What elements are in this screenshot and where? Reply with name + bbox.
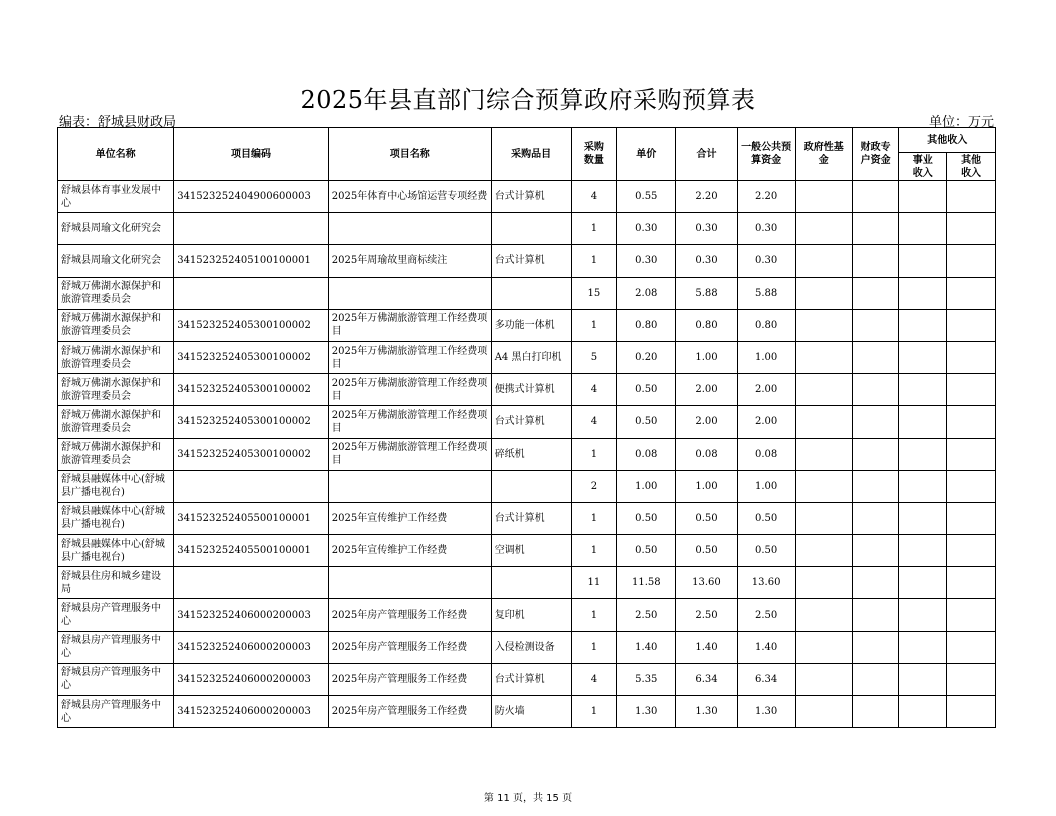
special-fund-cell [852, 470, 899, 502]
item-cell [491, 567, 571, 599]
business-income-cell [899, 406, 947, 438]
code-cell [174, 470, 329, 502]
total-cell: 1.40 [676, 631, 737, 663]
gov-fund-cell [795, 631, 852, 663]
other-income-cell [947, 631, 996, 663]
business-income-cell [899, 213, 947, 245]
unit-cell: 舒城县房产管理服务中心 [58, 631, 174, 663]
project-cell [328, 277, 491, 309]
header-project-code: 项目编码 [174, 128, 329, 181]
code-cell: 341523252405500100001 [174, 535, 329, 567]
gov-fund-cell [795, 502, 852, 534]
table-row [58, 663, 996, 695]
special-fund-cell [852, 567, 899, 599]
unit-cell: 舒城县房产管理服务中心 [58, 663, 174, 695]
procurement-budget-table [57, 127, 996, 728]
other-income-cell [947, 470, 996, 502]
table-row [58, 374, 996, 406]
general-fund-cell: 6.34 [737, 663, 795, 695]
other-income-cell [947, 309, 996, 341]
qty-cell: 1 [571, 438, 617, 470]
unit-cell: 舒城县住房和城乡建设局 [58, 567, 174, 599]
table-row [58, 406, 996, 438]
qty-cell: 1 [571, 309, 617, 341]
table-row [58, 341, 996, 373]
project-cell: 2025年万佛湖旅游管理工作经费项目 [328, 309, 491, 341]
header-other-other: 其他收入 [947, 153, 996, 181]
project-cell: 2025年周瑜故里商标续注 [328, 245, 491, 277]
price-cell: 0.50 [617, 535, 676, 567]
price-cell: 1.40 [617, 631, 676, 663]
item-cell: 台式计算机 [491, 181, 571, 213]
table-row [58, 309, 996, 341]
code-cell: 341523252405300100002 [174, 341, 329, 373]
item-cell: 入侵检测设备 [491, 631, 571, 663]
special-fund-cell [852, 213, 899, 245]
business-income-cell [899, 599, 947, 631]
other-income-cell [947, 567, 996, 599]
header-item: 采购品目 [491, 128, 571, 181]
item-cell: 便携式计算机 [491, 374, 571, 406]
general-fund-cell: 1.40 [737, 631, 795, 663]
special-fund-cell [852, 502, 899, 534]
special-fund-cell [852, 245, 899, 277]
other-income-cell [947, 406, 996, 438]
total-cell: 5.88 [676, 277, 737, 309]
price-cell: 1.30 [617, 696, 676, 728]
item-cell: 防火墙 [491, 696, 571, 728]
total-cell: 13.60 [676, 567, 737, 599]
table-row [58, 599, 996, 631]
other-income-cell [947, 599, 996, 631]
item-cell [491, 277, 571, 309]
total-cell: 2.00 [676, 406, 737, 438]
total-cell: 0.30 [676, 245, 737, 277]
unit-cell: 舒城县融媒体中心(舒城县广播电视台) [58, 470, 174, 502]
total-cell: 0.80 [676, 309, 737, 341]
project-cell: 2025年宣传维护工作经费 [328, 535, 491, 567]
project-cell: 2025年万佛湖旅游管理工作经费项目 [328, 406, 491, 438]
qty-cell: 1 [571, 245, 617, 277]
qty-cell: 1 [571, 599, 617, 631]
business-income-cell [899, 309, 947, 341]
business-income-cell [899, 470, 947, 502]
project-cell [328, 213, 491, 245]
gov-fund-cell [795, 406, 852, 438]
business-income-cell [899, 245, 947, 277]
general-fund-cell: 0.50 [737, 502, 795, 534]
business-income-cell [899, 277, 947, 309]
code-cell: 341523252405500100001 [174, 502, 329, 534]
qty-cell: 1 [571, 696, 617, 728]
qty-cell: 1 [571, 213, 617, 245]
other-income-cell [947, 181, 996, 213]
table-row [58, 438, 996, 470]
general-fund-cell: 2.20 [737, 181, 795, 213]
business-income-cell [899, 181, 947, 213]
special-fund-cell [852, 309, 899, 341]
header-business-income: 事业收入 [899, 153, 947, 181]
code-cell: 341523252406000200003 [174, 631, 329, 663]
total-cell: 1.30 [676, 696, 737, 728]
total-cell: 0.50 [676, 502, 737, 534]
header-price: 单价 [617, 128, 676, 181]
qty-cell: 4 [571, 663, 617, 695]
qty-cell: 4 [571, 406, 617, 438]
other-income-cell [947, 663, 996, 695]
other-income-cell [947, 696, 996, 728]
special-fund-cell [852, 535, 899, 567]
total-cell: 1.00 [676, 470, 737, 502]
gov-fund-cell [795, 309, 852, 341]
business-income-cell [899, 341, 947, 373]
other-income-cell [947, 438, 996, 470]
general-fund-cell: 2.50 [737, 599, 795, 631]
unit-cell: 舒城万佛湖水源保护和旅游管理委员会 [58, 438, 174, 470]
project-cell: 2025年房产管理服务工作经费 [328, 631, 491, 663]
item-cell: 复印机 [491, 599, 571, 631]
gov-fund-cell [795, 663, 852, 695]
general-fund-cell: 5.88 [737, 277, 795, 309]
table-row [58, 245, 996, 277]
unit-cell: 舒城万佛湖水源保护和旅游管理委员会 [58, 374, 174, 406]
general-fund-cell: 1.30 [737, 696, 795, 728]
table-row [58, 567, 996, 599]
code-cell: 341523252406000200003 [174, 696, 329, 728]
price-cell: 0.20 [617, 341, 676, 373]
header-other-income: 其他收入 [899, 128, 996, 153]
item-cell: 碎纸机 [491, 438, 571, 470]
business-income-cell [899, 663, 947, 695]
general-fund-cell: 0.30 [737, 213, 795, 245]
general-fund-cell: 0.30 [737, 245, 795, 277]
unit-label: 单位：万元 [928, 115, 994, 130]
price-cell: 5.35 [617, 663, 676, 695]
business-income-cell [899, 696, 947, 728]
price-cell: 0.50 [617, 406, 676, 438]
table-row [58, 631, 996, 663]
price-cell: 11.58 [617, 567, 676, 599]
special-fund-cell [852, 341, 899, 373]
unit-cell: 舒城县周瑜文化研究会 [58, 245, 174, 277]
qty-cell: 11 [571, 567, 617, 599]
gov-fund-cell [795, 438, 852, 470]
special-fund-cell [852, 438, 899, 470]
qty-cell: 1 [571, 535, 617, 567]
price-cell: 0.55 [617, 181, 676, 213]
project-cell: 2025年万佛湖旅游管理工作经费项目 [328, 341, 491, 373]
other-income-cell [947, 213, 996, 245]
general-fund-cell: 2.00 [737, 374, 795, 406]
unit-cell: 舒城县房产管理服务中心 [58, 599, 174, 631]
business-income-cell [899, 535, 947, 567]
compiler-label: 编表：舒城县财政局 [59, 115, 177, 130]
item-cell: 空调机 [491, 535, 571, 567]
gov-fund-cell [795, 696, 852, 728]
project-cell [328, 567, 491, 599]
other-income-cell [947, 245, 996, 277]
table-body [58, 181, 996, 728]
code-cell [174, 567, 329, 599]
code-cell: 341523252405300100002 [174, 438, 329, 470]
header-project-name: 项目名称 [328, 128, 491, 181]
total-cell: 2.00 [676, 374, 737, 406]
special-fund-cell [852, 599, 899, 631]
general-fund-cell: 2.00 [737, 406, 795, 438]
project-cell: 2025年万佛湖旅游管理工作经费项目 [328, 374, 491, 406]
gov-fund-cell [795, 535, 852, 567]
header-general-fund: 一般公共预算资金 [737, 128, 795, 181]
item-cell: 台式计算机 [491, 245, 571, 277]
total-cell: 0.30 [676, 213, 737, 245]
page-footer: 第 11 页，共 15 页 [483, 793, 573, 804]
table-row [58, 470, 996, 502]
code-cell: 341523252405100100001 [174, 245, 329, 277]
general-fund-cell: 13.60 [737, 567, 795, 599]
unit-cell: 舒城万佛湖水源保护和旅游管理委员会 [58, 277, 174, 309]
qty-cell: 1 [571, 502, 617, 534]
item-cell [491, 470, 571, 502]
table-row [58, 181, 996, 213]
total-cell: 1.00 [676, 341, 737, 373]
special-fund-cell [852, 406, 899, 438]
header-total: 合计 [676, 128, 737, 181]
code-cell: 341523252406000200003 [174, 599, 329, 631]
project-cell [328, 470, 491, 502]
special-fund-cell [852, 277, 899, 309]
item-cell: 台式计算机 [491, 663, 571, 695]
special-fund-cell [852, 663, 899, 695]
header-gov-fund: 政府性基金 [795, 128, 852, 181]
special-fund-cell [852, 374, 899, 406]
item-cell [491, 213, 571, 245]
qty-cell: 2 [571, 470, 617, 502]
total-cell: 0.50 [676, 535, 737, 567]
total-cell: 2.50 [676, 599, 737, 631]
other-income-cell [947, 277, 996, 309]
code-cell [174, 213, 329, 245]
project-cell: 2025年房产管理服务工作经费 [328, 663, 491, 695]
price-cell: 0.08 [617, 438, 676, 470]
code-cell: 341523252405300100002 [174, 309, 329, 341]
price-cell: 0.50 [617, 374, 676, 406]
general-fund-cell: 0.50 [737, 535, 795, 567]
unit-cell: 舒城万佛湖水源保护和旅游管理委员会 [58, 341, 174, 373]
project-cell: 2025年房产管理服务工作经费 [328, 696, 491, 728]
gov-fund-cell [795, 277, 852, 309]
header-qty: 采购数量 [571, 128, 617, 181]
other-income-cell [947, 374, 996, 406]
general-fund-cell: 0.80 [737, 309, 795, 341]
project-cell: 2025年宣传维护工作经费 [328, 502, 491, 534]
general-fund-cell: 0.08 [737, 438, 795, 470]
table-row [58, 277, 996, 309]
business-income-cell [899, 631, 947, 663]
price-cell: 2.50 [617, 599, 676, 631]
price-cell: 0.80 [617, 309, 676, 341]
page-title: 2025年县直部门综合预算政府采购预算表 [300, 86, 756, 114]
qty-cell: 4 [571, 181, 617, 213]
code-cell: 341523252405300100002 [174, 374, 329, 406]
unit-cell: 舒城县融媒体中心(舒城县广播电视台) [58, 535, 174, 567]
price-cell: 0.30 [617, 213, 676, 245]
table-row [58, 535, 996, 567]
table-row [58, 213, 996, 245]
item-cell: 多功能一体机 [491, 309, 571, 341]
business-income-cell [899, 502, 947, 534]
gov-fund-cell [795, 181, 852, 213]
gov-fund-cell [795, 567, 852, 599]
item-cell: A4 黑白打印机 [491, 341, 571, 373]
special-fund-cell [852, 696, 899, 728]
business-income-cell [899, 438, 947, 470]
table-row [58, 696, 996, 728]
general-fund-cell: 1.00 [737, 470, 795, 502]
project-cell: 2025年房产管理服务工作经费 [328, 599, 491, 631]
project-cell: 2025年万佛湖旅游管理工作经费项目 [328, 438, 491, 470]
total-cell: 2.20 [676, 181, 737, 213]
qty-cell: 1 [571, 631, 617, 663]
gov-fund-cell [795, 341, 852, 373]
gov-fund-cell [795, 374, 852, 406]
code-cell [174, 277, 329, 309]
unit-cell: 舒城县房产管理服务中心 [58, 696, 174, 728]
business-income-cell [899, 567, 947, 599]
total-cell: 6.34 [676, 663, 737, 695]
item-cell: 台式计算机 [491, 406, 571, 438]
price-cell: 1.00 [617, 470, 676, 502]
unit-cell: 舒城县周瑜文化研究会 [58, 213, 174, 245]
gov-fund-cell [795, 599, 852, 631]
business-income-cell [899, 374, 947, 406]
code-cell: 341523252406000200003 [174, 663, 329, 695]
code-cell: 341523252405300100002 [174, 406, 329, 438]
table-row [58, 502, 996, 534]
gov-fund-cell [795, 470, 852, 502]
qty-cell: 15 [571, 277, 617, 309]
unit-cell: 舒城万佛湖水源保护和旅游管理委员会 [58, 309, 174, 341]
item-cell: 台式计算机 [491, 502, 571, 534]
general-fund-cell: 1.00 [737, 341, 795, 373]
price-cell: 0.50 [617, 502, 676, 534]
project-cell: 2025年体育中心场馆运营专项经费 [328, 181, 491, 213]
qty-cell: 5 [571, 341, 617, 373]
code-cell: 341523252404900600003 [174, 181, 329, 213]
other-income-cell [947, 502, 996, 534]
gov-fund-cell [795, 245, 852, 277]
other-income-cell [947, 341, 996, 373]
price-cell: 2.08 [617, 277, 676, 309]
other-income-cell [947, 535, 996, 567]
special-fund-cell [852, 631, 899, 663]
unit-cell: 舒城县体育事业发展中心 [58, 181, 174, 213]
header-unit-name: 单位名称 [58, 128, 174, 181]
unit-cell: 舒城县融媒体中心(舒城县广播电视台) [58, 502, 174, 534]
qty-cell: 4 [571, 374, 617, 406]
header-special-fund: 财政专户资金 [852, 128, 899, 181]
special-fund-cell [852, 181, 899, 213]
price-cell: 0.30 [617, 245, 676, 277]
gov-fund-cell [795, 213, 852, 245]
unit-cell: 舒城万佛湖水源保护和旅游管理委员会 [58, 406, 174, 438]
total-cell: 0.08 [676, 438, 737, 470]
